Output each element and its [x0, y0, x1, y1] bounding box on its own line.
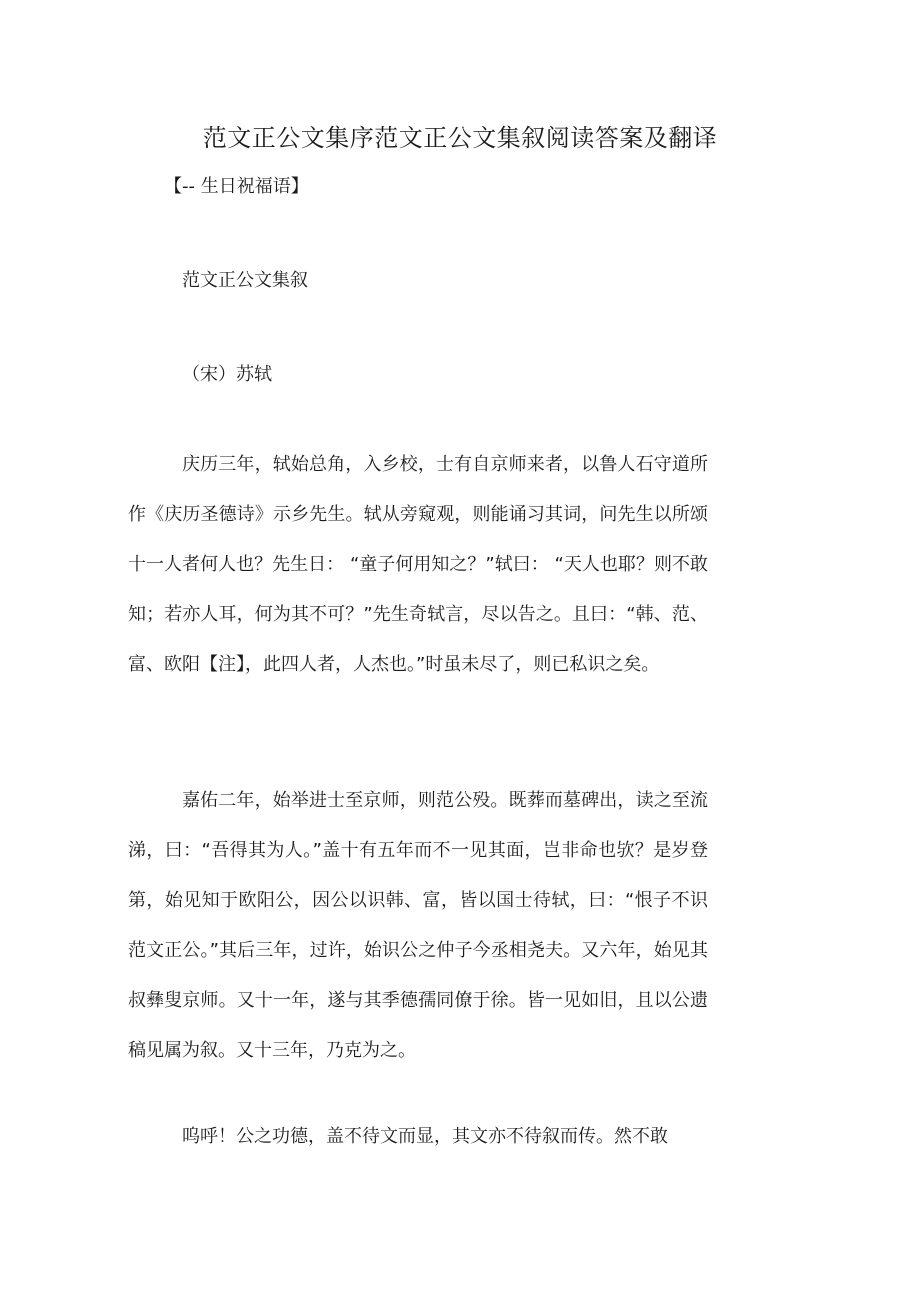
paragraph-1: 庆历三年，轼始总角，入乡校，士有自京师来者，以鲁人石守道所作《庆历圣德诗》示乡先生。轼从旁窥观，则能诵习其词，问先生以所颂十一人者何人也？先生日： “童子何用知之？”轼曰： “天人也耶？则不敢知；若亦人耳，何为其不可？”先生奇轼言，尽以告之。且曰：“韩、范、富、欧阳【注】，此四人者，人杰也。”时虽未尽了，则已私识之矣。 [128, 454, 708, 675]
work-title: 范文正公文集叙 [182, 270, 308, 291]
paragraph-2: 嘉佑二年，始举进士至京师，则范公殁。既葬而墓碑出，读之至流涕，曰：“吾得其为人。”盖十有五年而不一见其面，岂非命也欤？是岁登第，始见知于欧阳公，因公以识韩、富，皆以国士待轼，曰：“恨子不识范文正公。”其后三年，过许，始识公之仲子今丞相尧夫。又六年，始见其叔彝叟京师。又十一年，遂与其季德孺同僚于徐。皆一见如旧，且以公遗稿见属为叙。又十三年，乃克为之。 [128, 790, 708, 1061]
document-subtitle: 【-- 生日祝福语】 [164, 176, 309, 197]
paragraph-3: 呜呼！公之功德，盖不待文而显，其文亦不待叙而传。然不敢 [182, 1126, 668, 1147]
document-title: 范文正公文集序范文正公文集叙阅读答案及翻译 [202, 124, 718, 152]
author-line: （宋）苏轼 [182, 364, 272, 385]
